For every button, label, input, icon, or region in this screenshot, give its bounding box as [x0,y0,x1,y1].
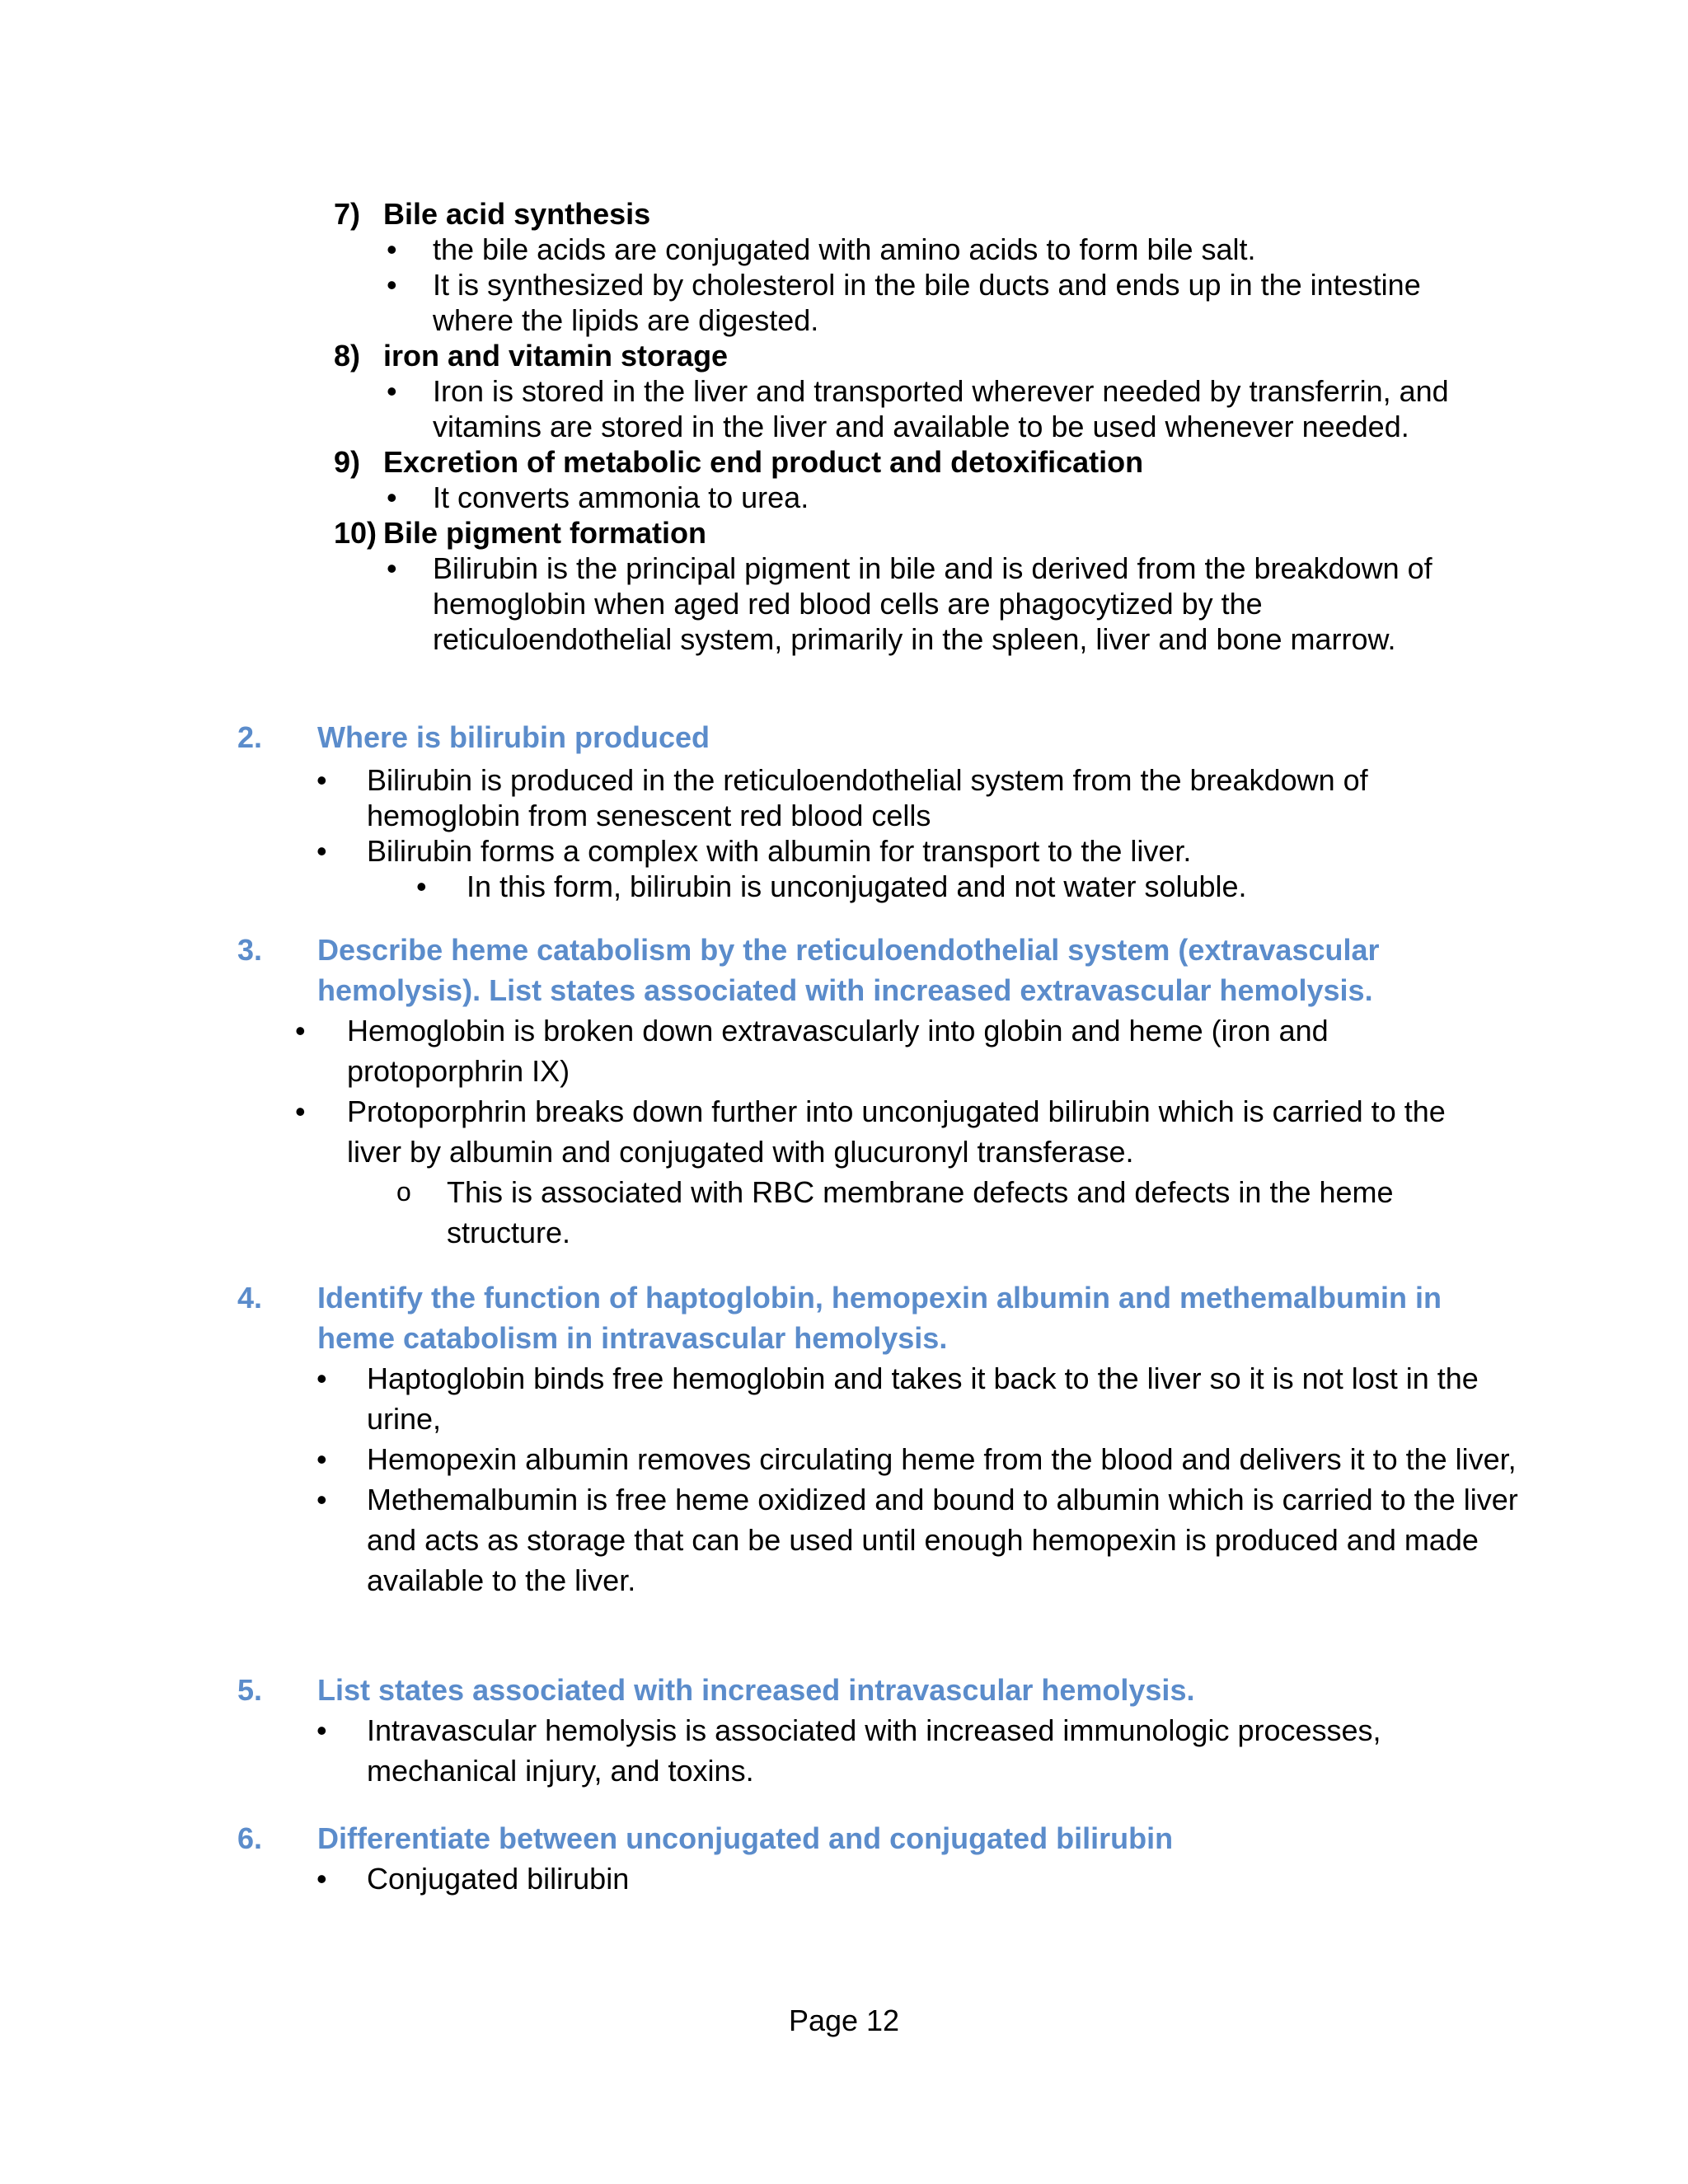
question-number: 5. [237,1673,263,1707]
question-6-section [0,1818,1688,1899]
function-title: iron and vitamin storage [383,339,729,373]
question-2-section [0,717,1688,904]
bullet-icon: • [316,1713,327,1747]
list-item: • Iron is stored in the liver and transported wherever needed by transferrin, and vitamins are stored in the liver and available to be used whenever needed. [387,374,1449,443]
function-title: Bile acid synthesis [383,197,651,231]
bullet-icon: • [416,869,427,903]
bullet-icon: • [316,763,327,797]
question-number: 3. [237,933,263,967]
bullet-icon: • [316,834,327,868]
question-number: 4. [237,1281,263,1315]
question-5-section [0,1670,1688,1791]
question-heading: 5. List states associated with increased intravascular hemolysis. [0,1670,1488,1710]
question-number: 2. [237,720,263,754]
question-4-section [0,1277,1688,1601]
liver-functions-list [334,196,1504,657]
bullet-icon: • [316,1862,327,1896]
function-number: 7) [334,197,361,231]
bullet-icon: • [387,374,397,408]
list-item: • Intravascular hemolysis is associated with increased immunologic processes, mechanical injury, and toxins. [0,1710,1521,1791]
bullet-icon: • [387,232,397,266]
list-item: • Hemopexin albumin removes circulating heme from the blood and delivers it to the liver, [0,1439,1521,1479]
bullet-icon: • [316,1483,327,1516]
bullet-icon: • [316,1442,327,1476]
question-heading: 6. Differentiate between unconjugated and conjugated bilirubin [0,1818,1488,1858]
function-item-10 [334,515,1504,657]
question-heading: 4. Identify the function of haptoglobin, hemopexin albumin and methemalbumin in heme catabolism in intravascular hemolysis. [0,1277,1488,1358]
function-title: Bile pigment formation [383,516,707,550]
list-item: • It converts ammonia to urea. [387,480,809,514]
list-item: • Haptoglobin binds free hemoglobin and takes it back to the liver so it is not lost in the urine, [0,1358,1521,1439]
function-number: 8) [334,339,361,373]
list-item: • Conjugated bilirubin [0,1858,1521,1899]
list-item: • Methemalbumin is free heme oxidized and bound to albumin which is carried to the liver and acts as storage that can be used until enough hemopexin is produced and made available to the liver. [0,1479,1521,1601]
bullet-icon: • [387,480,397,514]
list-item: • In this form, bilirubin is unconjugated and not water soluble. [416,869,1247,903]
bullet-icon: • [316,1361,327,1395]
bullet-icon: • [295,1094,306,1128]
bullet-icon: • [387,551,397,585]
list-item: o This is associated with RBC membrane defects and defects in the heme structure. [0,1172,1518,1253]
function-item-8 [334,338,1504,444]
function-title: Excretion of metabolic end product and detoxification [383,445,1144,479]
circle-bullet-icon: o [396,1177,411,1207]
list-item: • Bilirubin forms a complex with albumin for transport to the liver. [316,834,1192,868]
bullet-icon: • [387,268,397,302]
bullet-icon: • [295,1014,306,1047]
list-item: • It is synthesized by cholesterol in the bile ducts and ends up in the intestine where the lipids are digested. [387,268,1421,337]
list-item: • Hemoglobin is broken down extravascularly into globin and heme (iron and protoporphrin IX) [0,1010,1501,1091]
list-item: • Bilirubin is produced in the reticuloendothelial system from the breakdown of hemoglobin from senescent red blood cells [316,763,1368,832]
list-item: • the bile acids are conjugated with amino acids to form bile salt. [387,232,1256,266]
question-3-section [0,930,1688,1253]
page-number: Page 12 [788,2004,900,2037]
question-heading: 3. Describe heme catabolism by the reticuloendothelial system (extravascular hemolysis). List states associated with increased extravascular hemolysis. [0,930,1488,1010]
list-item: • Bilirubin is the principal pigment in bile and is derived from the breakdown of hemoglobin when aged red blood cells are phagocytized by the reticuloendothelial system, primarily in the spleen, liver and bone marrow. [387,551,1432,656]
function-number: 9) [334,445,361,479]
function-number: 10) [334,516,377,550]
function-item-9 [334,444,1504,515]
question-heading: 2. Where is bilirubin produced [0,717,1488,757]
list-item: • Protoporphrin breaks down further into unconjugated bilirubin which is carried to the liver by albumin and conjugated with glucuronyl transferase. [0,1091,1501,1172]
question-number: 6. [237,1821,263,1855]
function-item-7 [334,196,1504,338]
